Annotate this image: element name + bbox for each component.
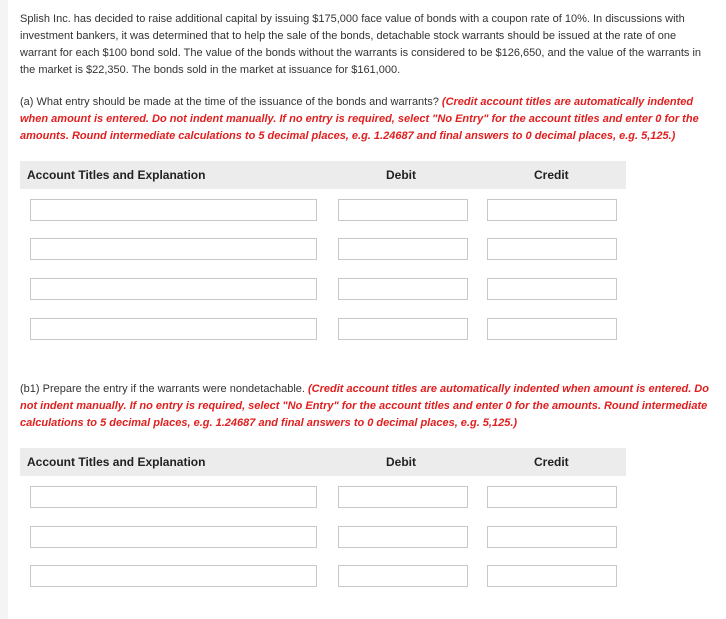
part-a-question: (a) What entry should be made at the time of the issuance of the bonds and warrants? bbox=[20, 96, 439, 108]
part-b1-debit-input-3[interactable] bbox=[338, 565, 468, 587]
part-b1-question: (b1) Prepare the entry if the warrants were nondetachable. bbox=[20, 383, 305, 395]
part-b1-account-input-3[interactable] bbox=[30, 565, 317, 587]
part-a-instructions: (Credit account titles are automatically indented when amount is entered. Do not indent manually. If no entry is required, select "No Entry" for the account titles and enter 0 for the amounts. Round intermediate calculations to 5 decimal places, e.g. 1.24687 and final answers to 0 decimal places, e.g. 5,125.) bbox=[20, 96, 699, 142]
part-a-debit-input-3[interactable] bbox=[338, 278, 468, 300]
part-b1-table-header bbox=[20, 448, 626, 476]
credit-header: Credit bbox=[534, 455, 569, 469]
problem-intro-text: Splish Inc. has decided to raise additional capital by issuing $175,000 face value of bonds with a coupon rate of 10%. In discussions with investment bankers, it was determined that to help the sale of the bonds, detachable stock warrants should be issued at the rate of one warrant for each $100 bond sold. The value of the bonds without the warrants is considered to be $126,650, and the value of the warrants in the market is $22,350. The bonds sold in the market at issuance for $161,000. bbox=[20, 13, 702, 76]
part-a-debit-input-1[interactable] bbox=[338, 199, 468, 221]
debit-header: Debit bbox=[386, 455, 416, 469]
part-b1-debit-input-1[interactable] bbox=[338, 486, 468, 508]
part-a-credit-input-3[interactable] bbox=[487, 278, 617, 300]
part-a-account-input-2[interactable] bbox=[30, 238, 317, 260]
part-a-debit-input-2[interactable] bbox=[338, 238, 468, 260]
account-titles-header: Account Titles and Explanation bbox=[27, 168, 206, 182]
part-b1-credit-input-1[interactable] bbox=[487, 486, 617, 508]
part-a-account-input-3[interactable] bbox=[30, 278, 317, 300]
part-a-credit-input-4[interactable] bbox=[487, 318, 617, 340]
part-a-credit-input-2[interactable] bbox=[487, 238, 617, 260]
account-titles-header: Account Titles and Explanation bbox=[27, 455, 206, 469]
problem-statement bbox=[20, 11, 710, 79]
part-a-account-input-1[interactable] bbox=[30, 199, 317, 221]
part-b1-account-input-1[interactable] bbox=[30, 486, 317, 508]
part-a-credit-input-1[interactable] bbox=[487, 199, 617, 221]
question-panel bbox=[8, 0, 726, 619]
part-a-account-input-4[interactable] bbox=[30, 318, 317, 340]
part-a-debit-input-4[interactable] bbox=[338, 318, 468, 340]
part-b1-debit-input-2[interactable] bbox=[338, 526, 468, 548]
part-b1-credit-input-2[interactable] bbox=[487, 526, 617, 548]
part-a-prompt bbox=[20, 94, 710, 145]
debit-header: Debit bbox=[386, 168, 416, 182]
part-b1-credit-input-3[interactable] bbox=[487, 565, 617, 587]
part-b1-instructions: (Credit account titles are automatically indented when amount is entered. Do not indent manually. If no entry is required, select "No Entry" for the account titles and enter 0 for the amounts. Round intermediate calculations to 5 decimal places, e.g. 1.24687 and final answers to 0 decimal places, e.g. 5,125.) bbox=[20, 383, 709, 429]
part-a-table-header bbox=[20, 161, 626, 189]
part-b1-account-input-2[interactable] bbox=[30, 526, 317, 548]
credit-header: Credit bbox=[534, 168, 569, 182]
part-b1-prompt bbox=[20, 381, 710, 432]
